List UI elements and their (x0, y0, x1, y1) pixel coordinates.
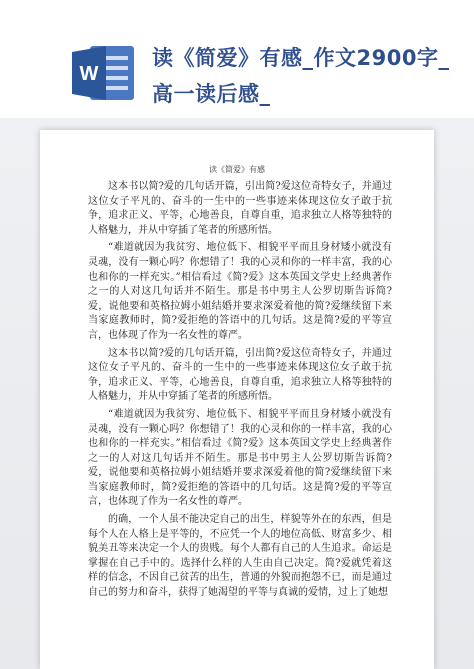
paragraph: 这本书以简?爱的几句话开篇，引出简?爱这位奇特女子，并通过这位女子平凡的、奋斗的一生中的一些事迹来体现这位女子敢于抗争，追求正义、平等，心地善良，自尊自重，追求独立人格等独特的人格魅力，并从中穿插了笔者的所感所悟。 (88, 347, 392, 403)
word-icon-letter: W (79, 63, 99, 85)
header (0, 0, 474, 130)
document-body (88, 180, 392, 601)
document-title: 读《简爱》有感_作文2900字_高一读后感_ (152, 46, 450, 106)
paragraph: 的确，一个人虽不能决定自己的出生，样貌等外在的东西，但是每个人在人格上是平等的，不应凭一个人的地位高低、财富多少、相貌美丑等来决定一个人的贵贱。每个人都有自己的人生追求。命运是掌握在自己手中的。选择什么样的人生由自己决定。简?爱就凭着这样的信念，不因自己贫苦的出生，普通的外貌而抱怨不已，而是通过自己的努力和奋斗，获得了她渴望的平等与真诚的爱情，过上了她想 (88, 514, 392, 599)
paragraph: “难道就因为我贫穷、地位低下、相貌平平而且身材矮小就没有灵魂，没有一颗心吗？你想错了！我的心灵和你的一样丰富，我的心也和你的一样充实。”相信看过《简?爱》这本英国文学史上经典著作之一的人对这几句话并不陌生。那是书中男主人公罗切斯告诉简?爱，说他要和英格拉姆小姐结婚并要求深爱着他的简?爱继续留下来当家庭教师时，简?爱拒绝的答语中的几句话。这是简?爱的平等宣言，也体现了作为一名女性的尊严。 (88, 242, 392, 341)
word-icon (70, 42, 138, 104)
paragraph: “难道就因为我贫穷、地位低下、相貌平平而且身材矮小就没有灵魂，没有一颗心吗？你想错了！我的心灵和你的一样丰富，我的心也和你的一样充实。”相信看过《简?爱》这本英国文学史上经典著作之一的人对这几句话并不陌生。那是书中男主人公罗切斯告诉简?爱，说他要和英格拉姆小姐结婚并要求深爱着他的简?爱继续留下来当家庭教师时，简?爱拒绝的答语中的几句话。这是简?爱的平等宣言，也体现了作为一名女性的尊严。 (88, 408, 392, 508)
document-page (40, 130, 434, 669)
paragraph: 这本书以简?爱的几句话开篇，引出简?爱这位奇特女子，并通过这位女子平凡的、奋斗的一生中的一些事迹来体现这位女子敢于抗争，追求正义、平等，心地善良，自尊自重，追求独立人格等独特的人格魅力，并从中穿插了笔者的所感所悟。 (88, 181, 392, 236)
page-heading: 读《简爱》有感 (209, 165, 265, 174)
